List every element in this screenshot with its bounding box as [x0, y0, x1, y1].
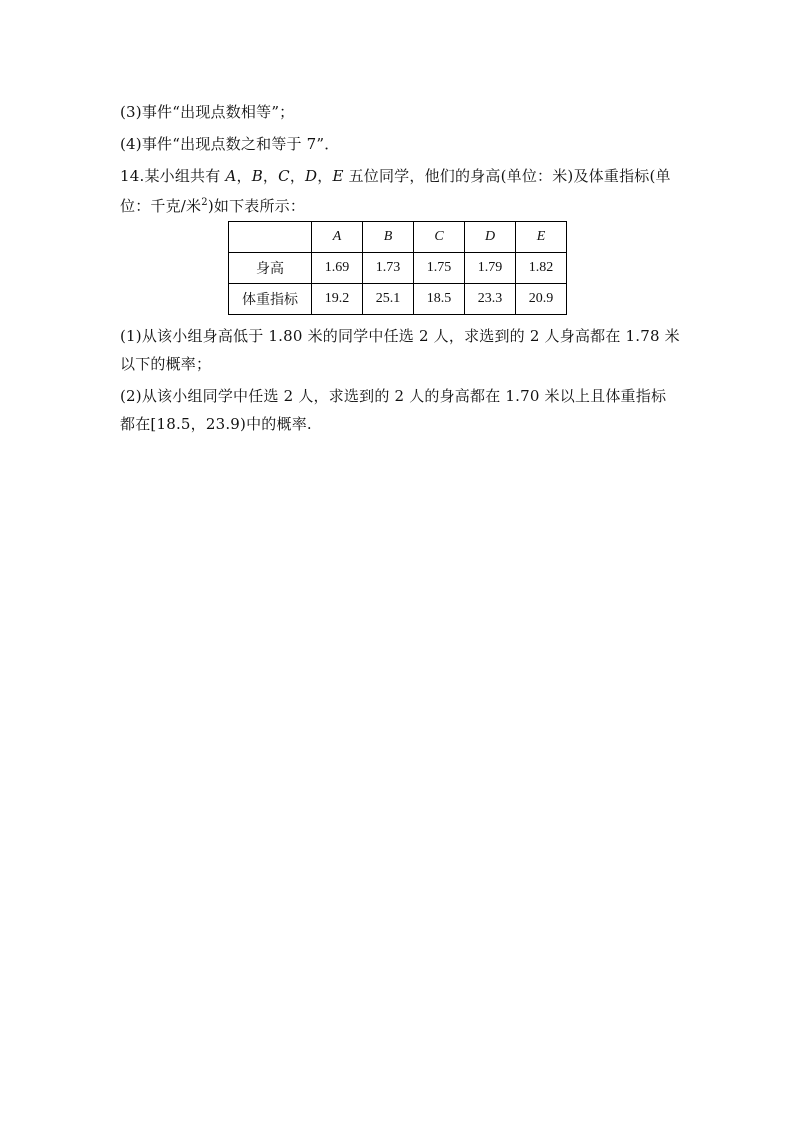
- separator: ，: [262, 167, 279, 185]
- table-header-c: C: [414, 222, 465, 253]
- table-header-row: [229, 222, 567, 253]
- table-cell: 1.82: [516, 253, 567, 284]
- table-cell: 23.3: [465, 284, 516, 315]
- problem-14-intro: [120, 166, 680, 186]
- separator: ，: [236, 167, 252, 185]
- question-1-line-1: (1)从该小组身高低于 1.80 米的同学中任选 2 人，求选到的 2 人身高都在 1.78 米: [120, 327, 680, 345]
- units-prefix: 位：千克/米: [120, 197, 202, 215]
- table-cell: 1.73: [363, 253, 414, 284]
- question-2-line-2: 都在[18.5，23.9)中的概率.: [120, 415, 312, 433]
- student-name-a: A: [225, 167, 237, 185]
- question-2-line-1: (2)从该小组同学中任选 2 人，求选到的 2 人的身高都在 1.70 米以上且体重指标: [120, 387, 667, 405]
- table-cell: 1.69: [312, 253, 363, 284]
- height-bmi-table: [228, 221, 567, 315]
- student-name-c: C: [278, 167, 290, 185]
- separator: ，: [289, 167, 306, 185]
- separator: ，: [317, 167, 333, 185]
- student-name-d: D: [305, 167, 318, 185]
- student-name-e: E: [332, 167, 344, 185]
- table-cell: 20.9: [516, 284, 567, 315]
- table-header-a: A: [312, 222, 363, 253]
- table-cell: 18.5: [414, 284, 465, 315]
- table-header-e: E: [516, 222, 567, 253]
- student-name-b: B: [251, 167, 263, 185]
- problem-14-prefix: 14.某小组共有: [120, 167, 226, 185]
- table-cell: 25.1: [363, 284, 414, 315]
- table-cell: 1.79: [465, 253, 516, 284]
- table-header-d: D: [465, 222, 516, 253]
- table-row-label: 身高: [229, 253, 312, 284]
- table-cell: 1.75: [414, 253, 465, 284]
- table-corner-cell: [229, 222, 312, 253]
- event-4-text: (4)事件“出现点数之和等于 7”．: [120, 135, 340, 153]
- units-suffix: )如下表所示：: [207, 197, 306, 215]
- table-row-height: [229, 253, 567, 284]
- table-cell: 19.2: [312, 284, 363, 315]
- table-row-bmi: [229, 284, 567, 315]
- table-row-label: 体重指标: [229, 284, 312, 315]
- problem-14-suffix: 五位同学，他们的身高(单位：米)及体重指标(单: [343, 167, 671, 185]
- units-exponent: 2: [201, 197, 208, 208]
- question-1-line-2: 以下的概率；: [120, 355, 212, 373]
- event-3-text: (3)事件“出现点数相等”；: [120, 103, 295, 121]
- table-header-b: B: [363, 222, 414, 253]
- problem-14-units: [120, 196, 680, 216]
